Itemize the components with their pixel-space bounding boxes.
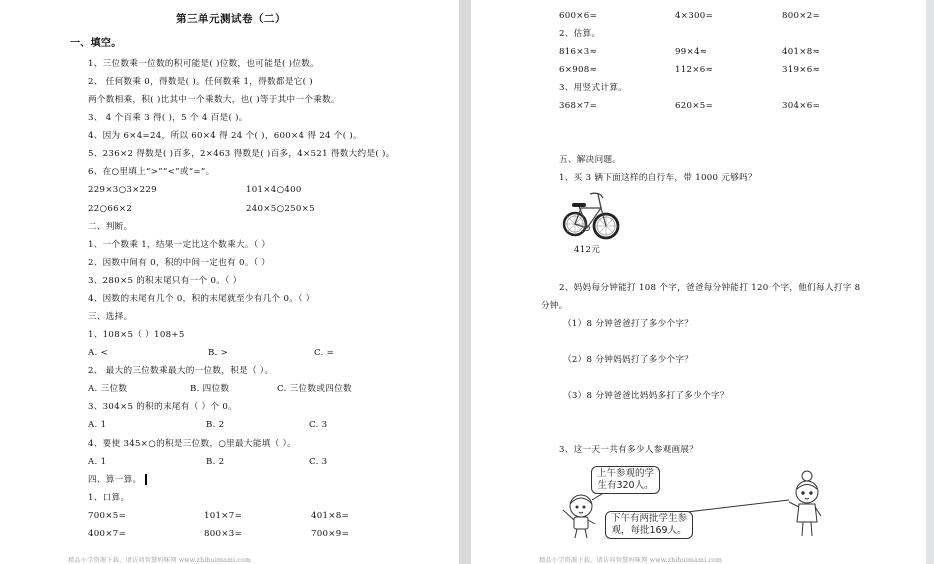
choice-option: A. < (88, 348, 109, 358)
solve-q1: 1、买 3 辆下面这样的自行车，带 1000 元够吗？ (559, 173, 757, 183)
footer-text: 精品小学资源下载，请访问智慧妈咪网 (539, 557, 650, 564)
section-fill-blank-heading: 一、填空。 (70, 38, 122, 49)
fill-item-6: 6、在○里填上“>”“<”或“=”。 (88, 167, 215, 177)
bubble-text: 上午参观的学 (597, 468, 655, 479)
oral-item: 800×3= (204, 529, 243, 539)
solve-q2-sub1: （1）8 分钟爸爸打了多少个字？ (563, 319, 694, 329)
estimate-item: 112×6≈ (675, 65, 714, 75)
fill-item-2b: 两个数相乘，积( )比其中一个乘数大，也( )等于其中一个乘数。 (88, 95, 340, 105)
compare-item: 22○66×2 (88, 204, 133, 214)
boy-figure-icon (563, 495, 595, 538)
girl-figure-icon (789, 471, 821, 536)
text-cursor (145, 474, 147, 485)
bubble-text: 观，每批169人。 (611, 525, 687, 536)
choice-option: B. > (208, 348, 229, 358)
oral-item: 700×9= (311, 529, 350, 539)
solve-q2-line2: 分钟。 (541, 301, 568, 311)
solve-q2-sub2: （2）8 分钟妈妈打了多少个字？ (563, 355, 694, 365)
bike-price: 412元 (574, 245, 601, 255)
choice-q1: 1、108×5（ ）108+5 (88, 330, 185, 340)
oral-item: 600×6= (559, 11, 598, 21)
choice-q2: 2、 最大的三位数乘最大的一位数，积是（ ）。 (88, 366, 274, 376)
judge-item-2: 2、因数中间有 0，积的中间一定也有 0。（ ） (88, 258, 271, 268)
fill-item-5: 5、236×2 得数是( )百多，2×463 得数是( )百多，4×521 得数大约是( )。 (88, 149, 395, 159)
oral-calc-heading: 1、口算。 (88, 493, 130, 503)
vertical-item: 368×7= (559, 101, 598, 111)
scrollbar-track[interactable] (926, 0, 934, 564)
solve-q3: 3、这一天一共有多少人参观画展？ (559, 445, 699, 455)
judge-item-1: 1、一个数乘 1，结果一定比这个数乘大。（ ） (88, 240, 271, 250)
vertical-calc-heading: 3、用竖式计算。 (559, 83, 628, 93)
choice-q4: 4、要使 345×○的积是三位数，○里最大能填（ ）。 (88, 439, 297, 449)
page-gap (459, 0, 471, 564)
choice-option: C. = (314, 348, 335, 358)
footer-link[interactable]: www.zhihuimami.com (649, 557, 723, 564)
choice-q3: 3、304×5 的积的末尾有（ ）个 0。 (88, 402, 238, 412)
oral-item: 4×300= (675, 11, 714, 21)
vertical-item: 304×6= (782, 101, 821, 111)
oral-item: 700×5= (88, 511, 127, 521)
section-calc-heading-wrap (88, 474, 147, 486)
judge-item-3: 3、280×5 的积末尾只有一个 0。（ ） (88, 276, 242, 286)
bubble-text: 下午有两批学生参 (611, 513, 688, 524)
estimate-item: 99×4≈ (675, 47, 708, 57)
section-choice-heading: 三、选择。 (88, 312, 133, 322)
judge-item-4: 4、因数的末尾有几个 0，积的末尾就至少有几个 0。（ ） (88, 294, 315, 304)
estimate-item: 816×3≈ (559, 47, 598, 57)
choice-option: C. 3 (309, 457, 328, 467)
vertical-item: 620×5= (675, 101, 714, 111)
bubble-text: 生有320人。 (597, 480, 654, 491)
section-calc-heading: 四、算一算。 (88, 475, 142, 485)
estimate-item: 319×6≈ (782, 65, 821, 75)
estimate-item: 401×8≈ (782, 47, 821, 57)
choice-option: C. 三位数或四位数 (277, 384, 352, 394)
footer-link[interactable]: www.zhihuimami.com (178, 557, 252, 564)
bicycle-image (561, 190, 621, 242)
page-footer (539, 555, 722, 564)
solve-q2-line1: 2、妈妈每分钟能打 108 个字，爸爸每分钟能打 120 个字，他们每人打字 8 (559, 283, 861, 293)
fill-item-3: 3、 4 个百乘 3 得( )，5 个 4 百是( )。 (88, 113, 248, 123)
section-solve-heading: 五、解决问题。 (559, 155, 622, 165)
oral-item: 401×8= (311, 511, 350, 521)
page-footer (68, 555, 251, 564)
compare-item: 229×3○3×229 (88, 185, 157, 195)
oral-item: 400×7= (88, 529, 127, 539)
compare-item: 101×4○400 (246, 185, 302, 195)
estimate-item: 6×908≈ (559, 65, 598, 75)
fill-item-4: 4、因为 6×4=24，所以 60×4 得 24 个( )，600×4 得 24 个( )。 (88, 131, 362, 141)
document-page-right (471, 0, 926, 564)
choice-option: C. 3 (309, 420, 328, 430)
document-page-left (0, 0, 459, 564)
choice-option: A. 1 (88, 457, 107, 467)
choice-option: B. 2 (206, 420, 225, 430)
fill-item-1: 1、三位数乘一位数的积可能是( )位数，也可能是( )位数。 (88, 59, 319, 69)
oral-item: 800×2= (782, 11, 821, 21)
choice-option: A. 三位数 (88, 384, 128, 394)
speech-bubble-morning (591, 466, 660, 494)
choice-option: A. 1 (88, 420, 107, 430)
choice-option: B. 四位数 (190, 384, 230, 394)
section-judge-heading: 二、判断。 (88, 222, 133, 232)
footer-text: 精品小学资源下载，请访问智慧妈咪网 (68, 557, 179, 564)
speech-bubble-afternoon (605, 511, 693, 539)
oral-item: 101×7= (204, 511, 243, 521)
fill-item-2: 2、 任何数乘 0，得数是( )。任何数乘 1，得数都是它( ) (88, 77, 313, 87)
solve-q2-sub3: （3）8 分钟爸爸比妈妈多打了多少个字？ (563, 391, 729, 401)
choice-option: B. 2 (206, 457, 225, 467)
page-title: 第三单元测试卷（二） (176, 13, 286, 25)
compare-item: 240×5○250×5 (246, 204, 315, 214)
estimate-heading: 2、估算。 (559, 29, 601, 39)
